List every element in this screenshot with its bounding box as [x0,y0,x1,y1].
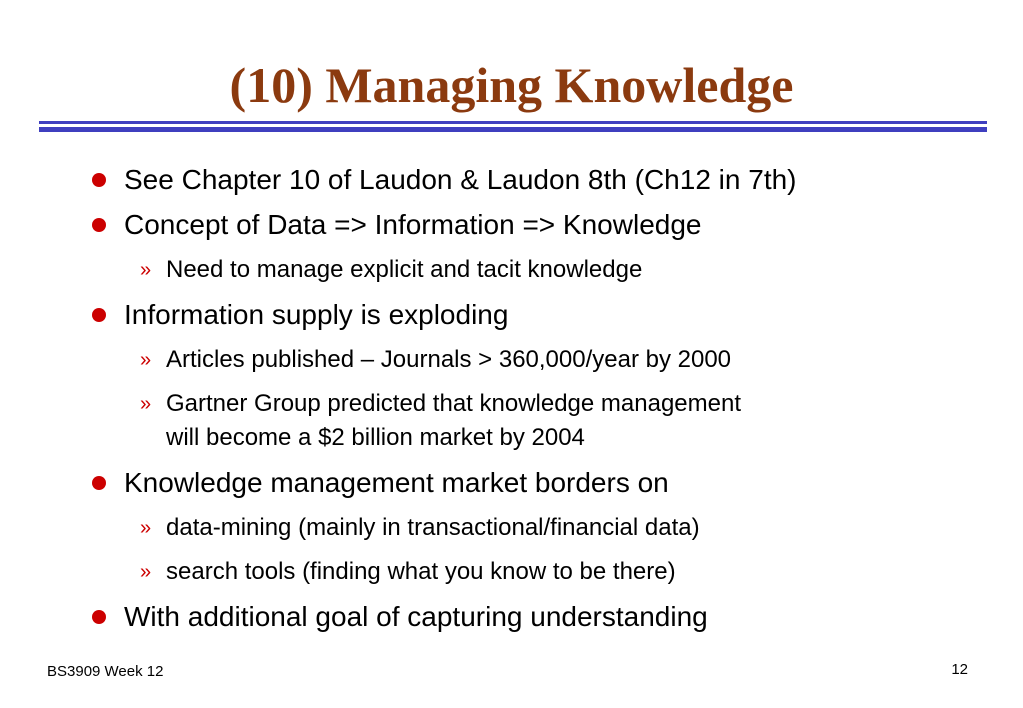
footer-course-label: BS3909 Week 12 [47,663,164,680]
chevron-right-double-icon: » [140,561,152,583]
footer-page-number: 12 [951,661,968,678]
bullet-dot-icon [92,308,106,322]
sub-bullet-text: Need to manage explicit and tacit knowledge [166,256,643,283]
chevron-right-double-icon: » [140,259,152,281]
bullet-text: With additional goal of capturing understanding [124,601,708,632]
sub-bullet-text: data-mining (mainly in transactional/financial data) [166,514,700,541]
bullet-text: Knowledge management market borders on [124,467,669,498]
bullet-text: See Chapter 10 of Laudon & Laudon 8th (Ch12 in 7th) [124,164,797,195]
sub-bullet-text: Gartner Group predicted that knowledge management [166,390,742,417]
slide-title: (10) Managing Knowledge [229,57,794,113]
bullet-text: Information supply is exploding [124,299,509,330]
chevron-right-double-icon: » [140,349,152,371]
chevron-right-double-icon: » [140,393,152,415]
bullet-text: Concept of Data => Information => Knowledge [124,209,702,240]
bullet-dot-icon [92,218,106,232]
sub-bullet-text: will become a $2 billion market by 2004 [166,424,585,451]
chevron-right-double-icon: » [140,517,152,539]
bullet-dot-icon [92,610,106,624]
sub-bullet-text: search tools (finding what you know to be there) [166,558,676,585]
bullet-dot-icon [92,476,106,490]
sub-bullet-text: Articles published – Journals > 360,000/year by 2000 [166,346,732,373]
bullet-dot-icon [92,173,106,187]
